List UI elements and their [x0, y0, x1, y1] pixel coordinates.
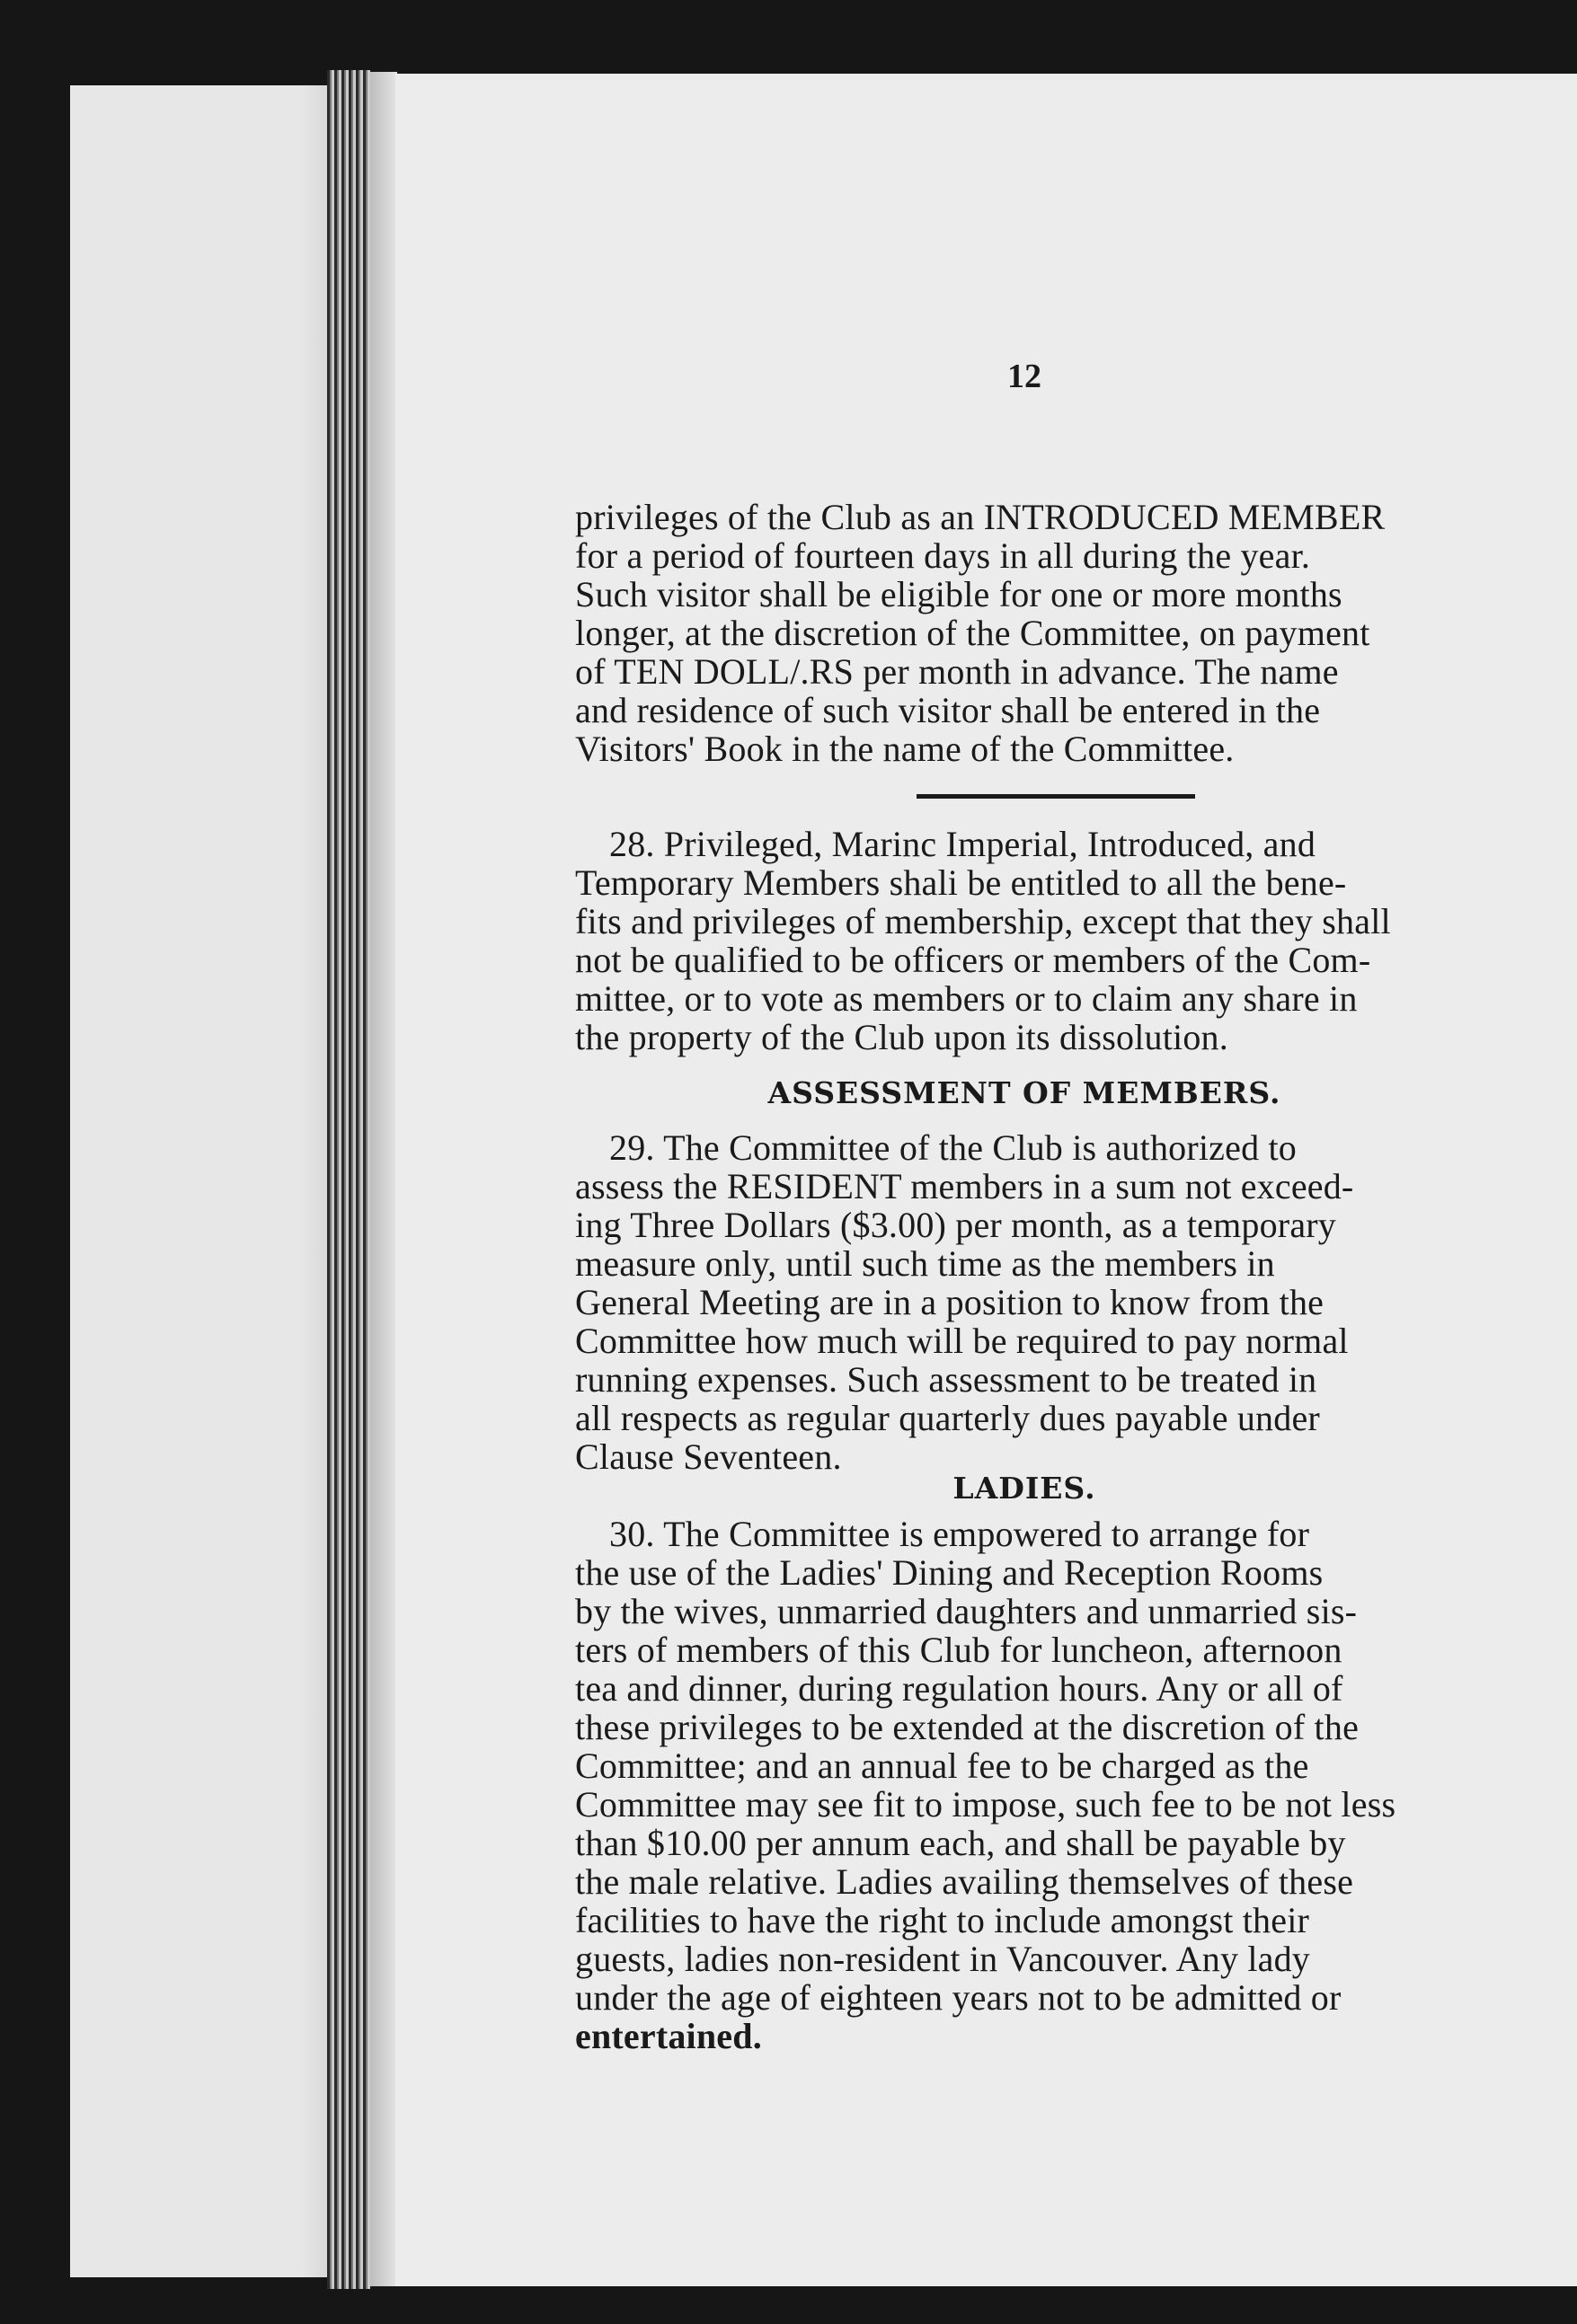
text-line: Committee how much will be required to pay normal: [575, 1321, 1349, 1361]
text-line: these privileges to be extended at the discretion of the: [575, 1707, 1360, 1747]
text-line: and residence of such visitor shall be entered in the: [575, 690, 1321, 730]
text-line: the property of the Club upon its dissolution.: [575, 1017, 1228, 1057]
clause-28-paragraph: [575, 825, 1577, 1056]
text-line: than $10.00 per annum each, and shall be payable by: [575, 1823, 1346, 1863]
text-line: not be qualified to be officers or members of the Com-: [575, 940, 1371, 980]
clause-30-paragraph: [575, 1515, 1577, 2055]
text-line: entertained.: [575, 2016, 762, 2056]
text-line: Committee may see fit to impose, such fee to be not less: [575, 1784, 1396, 1825]
text-line: privileges of the Club as an INTRODUCED MEMBER: [575, 497, 1386, 537]
section-divider-rule: [917, 794, 1195, 799]
text-line: assess the RESIDENT members in a sum not exceed-: [575, 1166, 1354, 1206]
text-line: running expenses. Such assessment to be treated in: [575, 1359, 1317, 1400]
text-line: fits and privileges of membership, except that they shall: [575, 901, 1391, 941]
text-line: the use of the Ladies' Dining and Reception Rooms: [575, 1552, 1324, 1593]
text-line: ing Three Dollars ($3.00) per month, as a temporary: [575, 1205, 1336, 1245]
text-line: Committee; and an annual fee to be charged as the: [575, 1745, 1309, 1786]
text-line: for a period of fourteen days in all during the year.: [575, 535, 1311, 576]
page-number: 12: [1007, 358, 1041, 395]
text-line: Clause Seventeen.: [575, 1436, 842, 1477]
text-line: Such visitor shall be eligible for one or more months: [575, 574, 1342, 614]
text-line: of TEN DOLL/.RS per month in advance. The name: [575, 651, 1339, 692]
text-line: longer, at the discretion of the Committee, on payment: [575, 613, 1370, 653]
text-line: Visitors' Book in the name of the Committee.: [575, 729, 1235, 769]
text-line: 28. Privileged, Marinc Imperial, Introduced, and: [609, 824, 1316, 864]
text-line: tea and dinner, during regulation hours. Any or all of: [575, 1668, 1343, 1709]
left-page-blank: [70, 85, 338, 2277]
text-line: by the wives, unmarried daughters and unmarried sis-: [575, 1591, 1358, 1631]
text-line: General Meeting are in a position to know from the: [575, 1282, 1325, 1322]
text-line: facilities to have the right to include amongst their: [575, 1900, 1310, 1940]
right-page: [395, 74, 1577, 2286]
text-line: all respects as regular quarterly dues payable under: [575, 1398, 1320, 1438]
heading-assessment-of-members: ASSESSMENT OF MEMBERS.: [767, 1075, 1281, 1110]
continuation-paragraph: [575, 498, 1577, 768]
text-line: 29. The Committee of the Club is authorized to: [609, 1127, 1298, 1168]
book-spine: [327, 70, 370, 2289]
text-line: Temporary Members shali be entitled to all the bene-: [575, 862, 1347, 903]
text-line: guests, ladies non-resident in Vancouver. Any lady: [575, 1939, 1311, 1979]
text-line: ters of members of this Club for luncheon, afternoon: [575, 1630, 1342, 1670]
text-line: mittee, or to vote as members or to claim any share in: [575, 978, 1358, 1019]
text-line: measure only, until such time as the members in: [575, 1243, 1275, 1284]
clause-29-paragraph: [575, 1128, 1577, 1476]
text-line: 30. The Committee is empowered to arrange for: [609, 1514, 1310, 1554]
text-line: the male relative. Ladies availing themselves of these: [575, 1861, 1354, 1902]
text-line: under the age of eighteen years not to be admitted or: [575, 1977, 1342, 2018]
page-gutter: [370, 72, 397, 2286]
heading-ladies: LADIES.: [952, 1471, 1096, 1506]
